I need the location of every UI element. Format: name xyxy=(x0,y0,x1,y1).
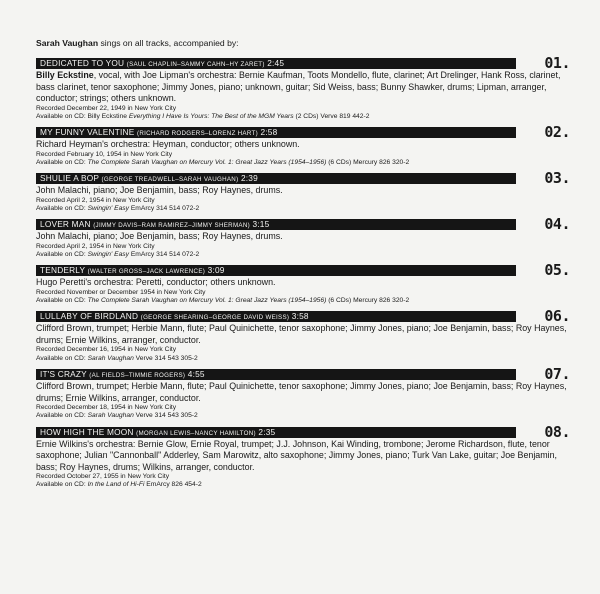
track-title: DEDICATED TO YOU xyxy=(40,58,125,68)
track-list xyxy=(36,54,570,490)
track-time: 2:35 xyxy=(258,426,276,437)
track-personnel xyxy=(36,70,570,105)
track-title: TENDERLY xyxy=(40,265,86,276)
track-cd-info xyxy=(36,297,570,305)
personnel-text: John Malachi, piano; Joe Benjamin, bass; Roy Haynes, drums. xyxy=(36,185,283,196)
track-recorded: Recorded April 2, 1954 in New York City xyxy=(36,242,155,250)
cd-title: In the Land of Hi-Fi xyxy=(87,481,145,489)
intro-line xyxy=(36,38,570,48)
track-recorded: Recorded February 10, 1954 in New York City xyxy=(36,150,173,158)
track-title: LOVER MAN xyxy=(40,219,91,230)
track-cd-info xyxy=(36,412,570,420)
cd-suffix: Verve 314 543 305-2 xyxy=(133,354,198,362)
cd-suffix: EmArcy 826 454-2 xyxy=(144,481,202,489)
cd-title: Sarah Vaughan xyxy=(87,412,134,420)
track-entry xyxy=(36,365,570,421)
track-time: 4:55 xyxy=(187,369,205,380)
track-title-bar xyxy=(36,369,516,380)
track-recorded: Recorded December 18, 1954 in New York City xyxy=(36,404,177,412)
track-personnel xyxy=(36,381,570,404)
track-recorded: Recorded December 22, 1949 in New York City xyxy=(36,104,177,112)
track-entry xyxy=(36,215,570,259)
track-number: 03. xyxy=(544,169,570,188)
personnel-text: , vocal, with Joe Lipman's orchestra: Bernie Kaufman, Toots Mondello, flute, clarinet; Art Drelinger, Hank Ross, clarinet, bass clarinet, tenor saxophone; Jimmy Jones, piano; unknown, guitar; Sid Weiss, bass; Bunny Shawker, drums; Lipman, arranger, conductor; strings; others unknown. xyxy=(36,70,561,103)
track-number: 04. xyxy=(544,215,570,234)
personnel-text: Richard Heyman's orchestra: Heyman, conductor; others unknown. xyxy=(36,139,300,150)
cd-prefix: Available on CD: xyxy=(36,251,88,259)
track-credits: (GEORGE TREADWELL–SARAH VAUGHAN) xyxy=(101,176,239,184)
track-recorded: Recorded April 2, 1954 in New York City xyxy=(36,196,155,204)
track-number: 06. xyxy=(544,307,570,326)
intro-artist: Sarah Vaughan xyxy=(36,38,99,48)
track-entry xyxy=(36,422,570,490)
track-time: 2:39 xyxy=(240,173,258,184)
track-time: 2:58 xyxy=(260,127,278,138)
track-credits: (AL FIELDS–TIMMIE ROGERS) xyxy=(89,372,186,380)
cd-prefix: Available on CD: xyxy=(36,354,88,362)
track-time: 3:15 xyxy=(252,219,270,230)
cd-suffix: EmArcy 314 514 072-2 xyxy=(128,251,200,259)
track-credits: (JIMMY DAVIS–RAM RAMIREZ–JIMMY SHERMAN) xyxy=(93,222,250,230)
track-title: HOW HIGH THE MOON xyxy=(40,426,134,437)
track-entry xyxy=(36,54,570,121)
track-entry xyxy=(36,261,570,305)
track-title-bar xyxy=(36,427,516,438)
track-cd-info xyxy=(36,251,570,259)
track-number: 01. xyxy=(544,54,570,72)
cd-suffix: (6 CDs) Mercury 826 320-2 xyxy=(326,158,410,166)
track-time: 2:45 xyxy=(267,58,285,68)
liner-notes xyxy=(36,38,570,496)
cd-prefix: Available on CD: xyxy=(36,204,88,212)
track-recorded: Recorded October 27, 1955 in New York City xyxy=(36,473,170,481)
track-title: MY FUNNY VALENTINE xyxy=(40,127,135,138)
cd-suffix: (6 CDs) Mercury 826 320-2 xyxy=(326,297,410,305)
track-title: IT'S CRAZY xyxy=(40,369,87,380)
track-credits: (SAUL CHAPLIN–SAMMY CAHN–HY ZARET) xyxy=(126,61,265,68)
track-cd-info xyxy=(36,205,570,213)
cd-prefix: Available on CD: xyxy=(36,158,88,166)
cd-prefix: Available on CD: xyxy=(36,297,88,305)
track-personnel xyxy=(36,139,570,151)
track-personnel xyxy=(36,439,570,474)
track-number: 08. xyxy=(544,422,570,441)
track-number: 05. xyxy=(544,261,570,280)
cd-suffix: (2 CDs) Verve 819 442-2 xyxy=(293,112,370,120)
personnel-text: Clifford Brown, trumpet; Herbie Mann, flute; Paul Quinichette, tenor saxophone; Jimmy Jones, piano; Joe Benjamin, bass; Roy Haynes, drums; Ernie Wilkins, arranger, conductor. xyxy=(36,323,567,345)
track-title-bar xyxy=(36,173,516,184)
track-title-bar xyxy=(36,265,516,276)
personnel-text: Ernie Wilkins's orchestra: Bernie Glow, Ernie Royal, trumpet; J.J. Johnson, Kai Winding, trombone; Jerome Richardson, flute, tenor saxophone; Julian "Cannonball" Adderley, Sam Marowitz, alto saxophone; Jimmy Jones, piano; Turk Van Lake, guitar; Joe Benjamin, bass; Roy Haynes, drums; Wilkins, arranger, conductor. xyxy=(36,438,558,472)
track-entry xyxy=(36,169,570,213)
track-cd-info xyxy=(36,481,570,489)
track-personnel xyxy=(36,277,570,289)
track-personnel xyxy=(36,231,570,243)
track-title-bar xyxy=(36,127,516,138)
cd-suffix: EmArcy 314 514 072-2 xyxy=(128,204,200,212)
track-recorded: Recorded November or December 1954 in New York City xyxy=(36,288,206,296)
cd-title: Swingin' Easy xyxy=(87,251,129,259)
cd-title: The Complete Sarah Vaughan on Mercury Vol. 1: Great Jazz Years (1954–1956) xyxy=(87,297,327,305)
track-cd-info xyxy=(36,113,570,121)
personnel-text: Clifford Brown, trumpet; Herbie Mann, flute; Paul Quinichette, tenor saxophone; Jimmy Jones, piano; Joe Benjamin, bass; Roy Haynes, drums; Ernie Wilkins, arranger, conductor. xyxy=(36,381,567,403)
track-number: 02. xyxy=(544,123,570,142)
track-time: 3:58 xyxy=(291,311,309,322)
cd-title: Swingin' Easy xyxy=(87,204,129,212)
cd-prefix: Available on CD: xyxy=(36,481,88,489)
cd-suffix: Verve 314 543 305-2 xyxy=(133,412,198,420)
intro-text: sings on all tracks, accompanied by: xyxy=(98,38,239,48)
track-number: 07. xyxy=(544,365,570,384)
track-recorded: Recorded December 16, 1954 in New York City xyxy=(36,346,177,354)
track-credits: (MORGAN LEWIS–NANCY HAMILTON) xyxy=(136,429,256,437)
personnel-text: John Malachi, piano; Joe Benjamin, bass; Roy Haynes, drums. xyxy=(36,231,283,242)
track-entry xyxy=(36,307,570,363)
cd-title: Everything I Have Is Yours: The Best of the MGM Years xyxy=(128,112,294,120)
track-title-bar xyxy=(36,311,516,322)
track-title-bar xyxy=(36,58,516,69)
cd-title: The Complete Sarah Vaughan on Mercury Vol. 1: Great Jazz Years (1954–1956) xyxy=(87,158,327,166)
cd-prefix: Available on CD: Billy Eckstine xyxy=(36,112,129,120)
track-personnel xyxy=(36,323,570,346)
personnel-lead: Billy Eckstine xyxy=(36,70,94,80)
track-personnel xyxy=(36,185,570,197)
track-credits: (WALTER GROSS–JACK LAWRENCE) xyxy=(87,268,206,276)
track-entry xyxy=(36,123,570,167)
track-credits: (RICHARD RODGERS–LORENZ HART) xyxy=(136,130,258,138)
cd-title: Sarah Vaughan xyxy=(87,354,134,362)
track-credits: (GEORGE SHEARING–GEORGE DAVID WEISS) xyxy=(140,314,290,322)
track-title: LULLABY OF BIRDLAND xyxy=(40,311,139,322)
track-time: 3:09 xyxy=(207,265,225,276)
track-cd-info xyxy=(36,159,570,167)
personnel-text: Hugo Peretti's orchestra: Peretti, conductor; others unknown. xyxy=(36,277,276,288)
track-title: SHULIE A BOP xyxy=(40,173,99,184)
track-cd-info xyxy=(36,355,570,363)
track-title-bar xyxy=(36,219,516,230)
cd-prefix: Available on CD: xyxy=(36,412,88,420)
